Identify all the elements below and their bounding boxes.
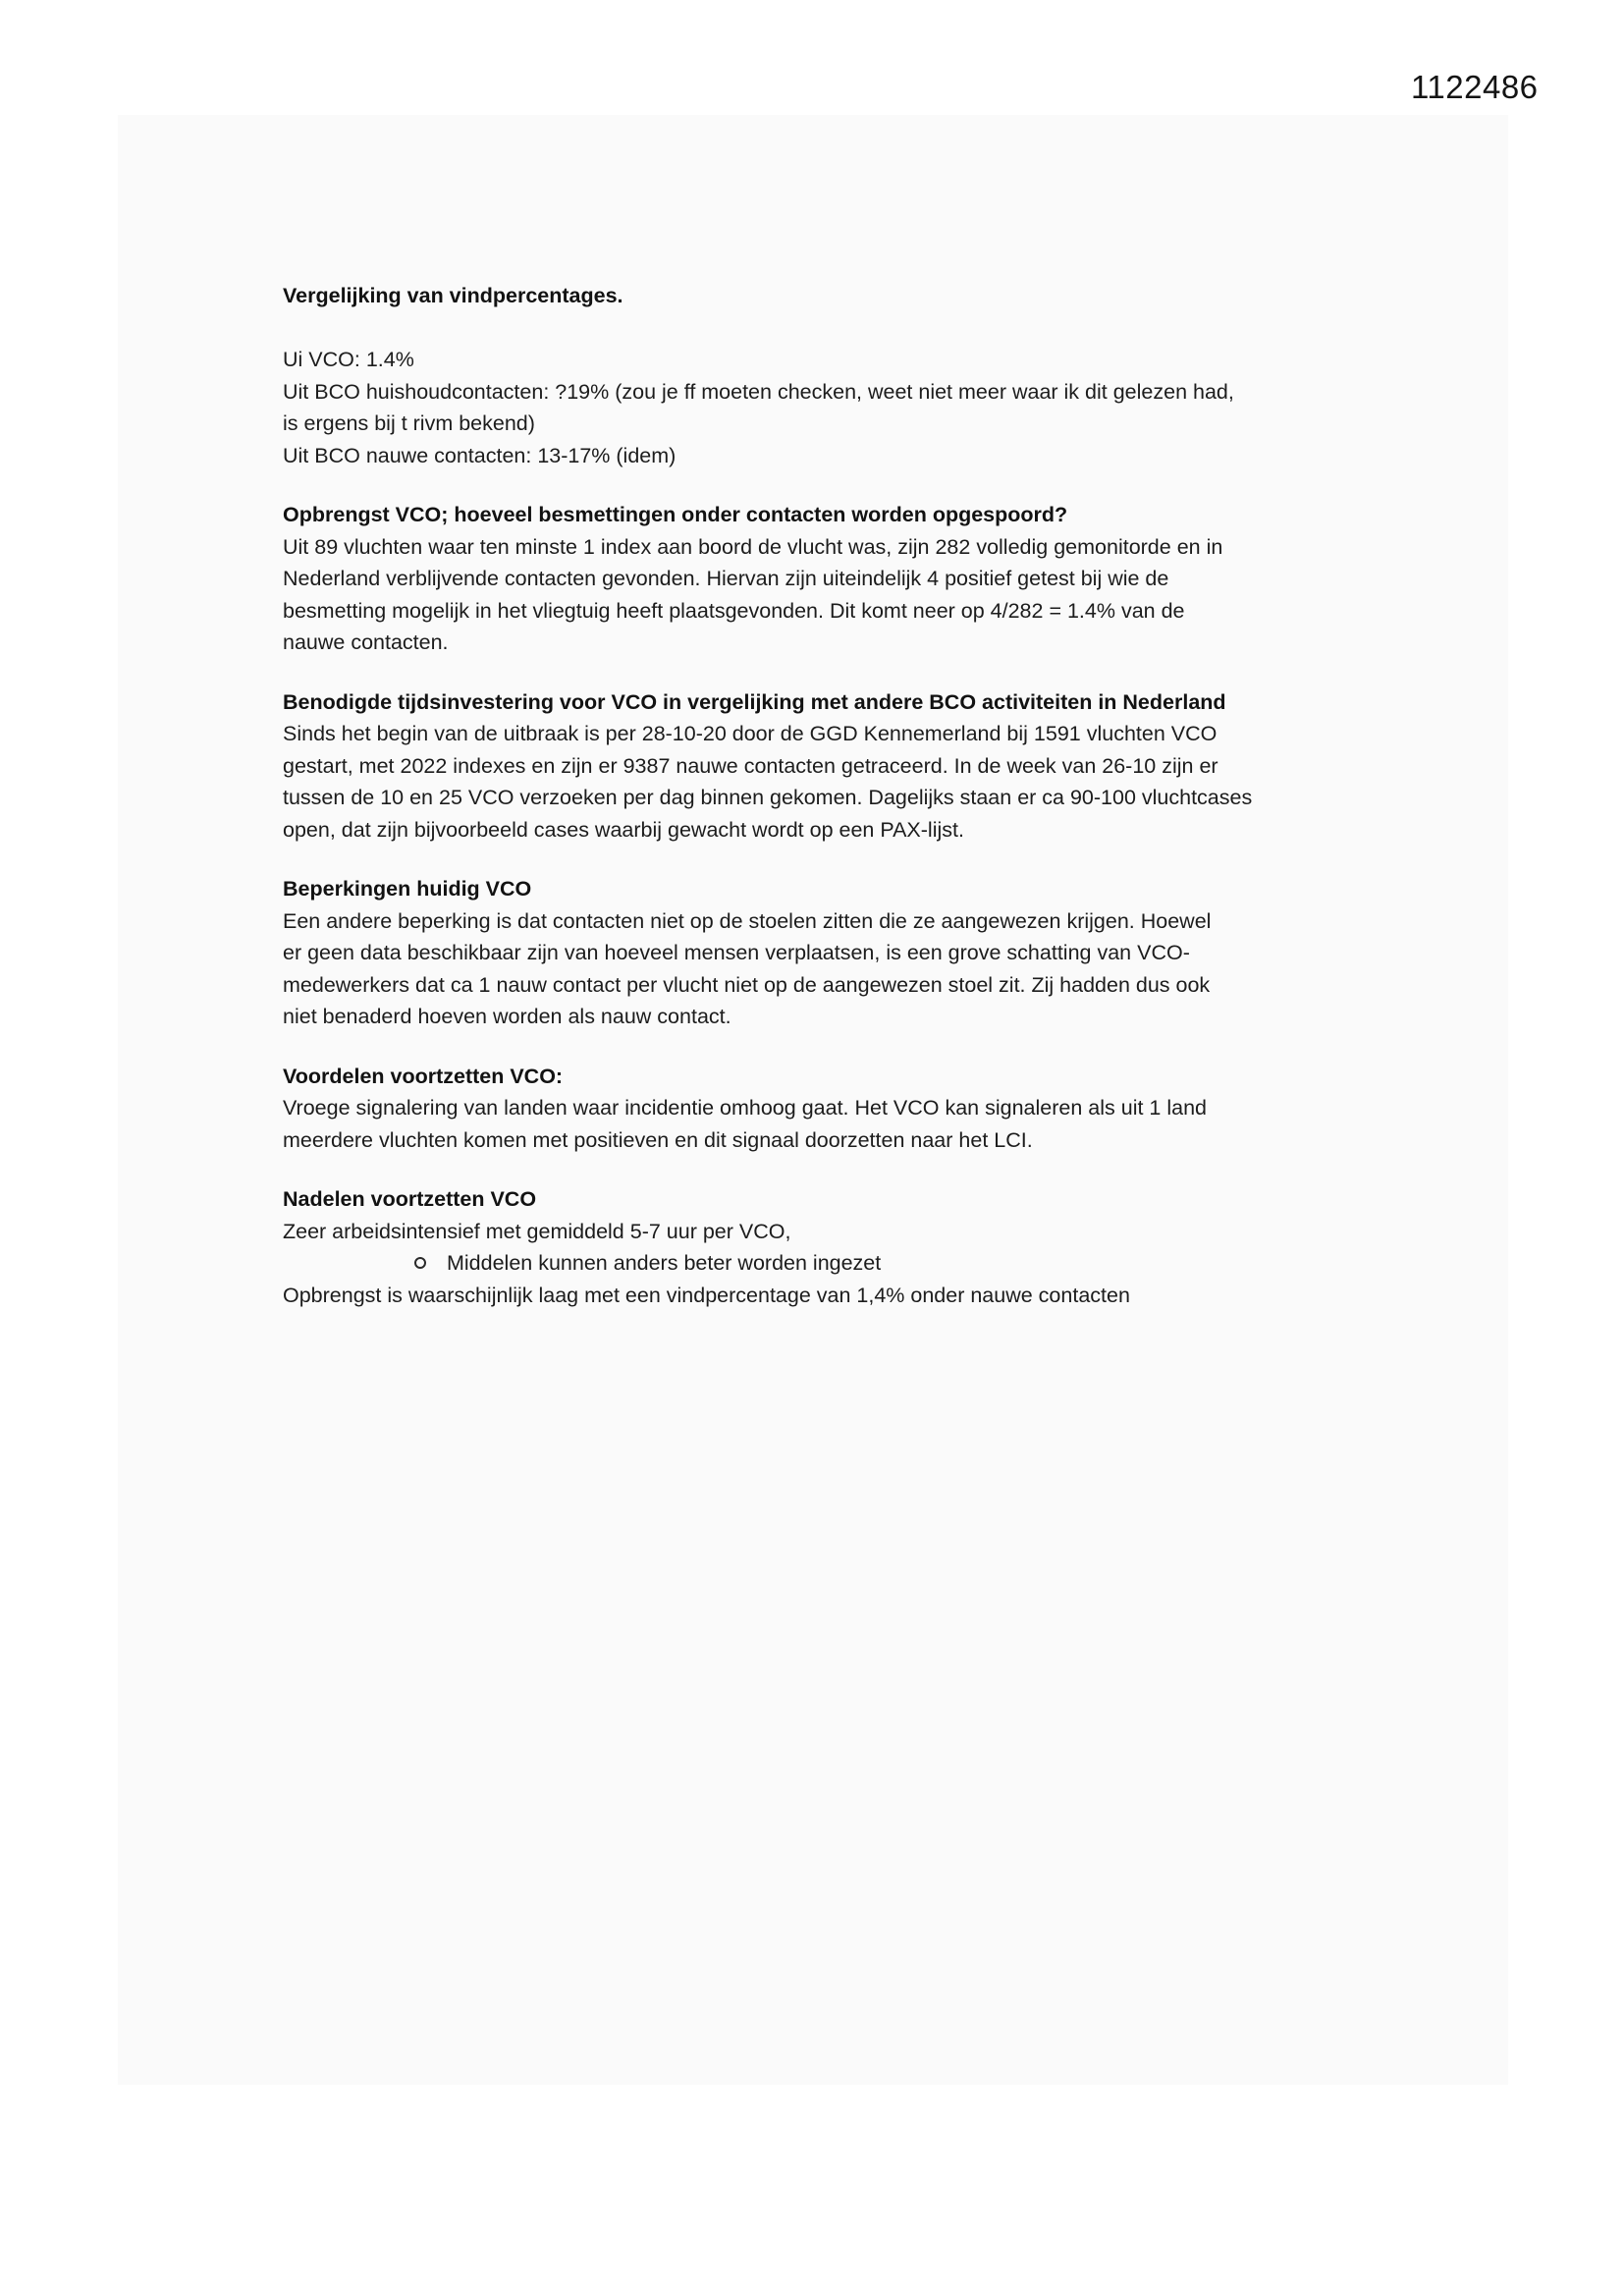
text-line: nauwe contacten.	[283, 630, 449, 654]
doc-number: 1122486	[1411, 69, 1539, 105]
text-line: Uit 89 vluchten waar ten minste 1 index aan boord de vlucht was, zijn 282 volledig gemonitorde en in	[283, 534, 1223, 559]
section-heading: Opbrengst VCO; hoeveel besmettingen onder contacten worden opgespoord?	[283, 503, 1068, 526]
section-beperkingen	[283, 873, 1382, 1033]
text-line: medewerkers dat ca 1 nauw contact per vlucht niet op de aangewezen stoel zit. Zij hadden dus ook	[283, 972, 1211, 997]
text-line: Ui VCO: 1.4%	[283, 348, 414, 371]
section-heading: Nadelen voortzetten VCO	[283, 1187, 537, 1211]
text-line: Vroege signalering van landen waar incidentie omhoog gaat. Het VCO kan signaleren als uit 1 land	[283, 1096, 1208, 1120]
text-line: Uit BCO nauwe contacten: 13-17% (idem)	[283, 443, 677, 467]
text-line: open, dat zijn bijvoorbeeld cases waarbij gewacht wordt op een PAX-lijst.	[283, 817, 964, 842]
section-heading: Beperkingen huidig VCO	[283, 877, 532, 901]
scanned-sheet	[118, 115, 1508, 2085]
text-line: Uit BCO huishoudcontacten: ?19% (zou je ff moeten checken, weet niet meer waar ik dit gelezen had,	[283, 379, 1234, 404]
text-line: gestart, met 2022 indexes en zijn er 9387 nauwe contacten getraceerd. In de week van 26-10 zijn er	[283, 753, 1218, 778]
text-line: Zeer arbeidsintensief met gemiddeld 5-7 uur per VCO,	[283, 1219, 791, 1243]
text-line: Nederland verblijvende contacten gevonden. Hiervan zijn uiteindelijk 4 positief getest bij wie de	[283, 567, 1169, 590]
section-voordelen	[283, 1061, 1382, 1157]
text-line: Opbrengst is waarschijnlijk laag met een vindpercentage van 1,4% onder nauwe contacten	[283, 1283, 1130, 1307]
text-line: besmetting mogelijk in het vliegtuig heeft plaatsgevonden. Dit komt neer op 4/282 = 1.4% van de	[283, 598, 1185, 623]
section-heading: Voordelen voortzetten VCO:	[283, 1064, 564, 1088]
section-heading: Vergelijking van vindpercentages.	[283, 284, 623, 307]
circle-bullet-icon	[414, 1257, 426, 1269]
text-line: is ergens bij t rivm bekend)	[283, 411, 535, 435]
document-content	[283, 280, 1382, 1311]
text-line: meerdere vluchten komen met positieven en dit signaal doorzetten naar het LCI.	[283, 1127, 1033, 1152]
text-line: er geen data beschikbaar zijn van hoeveel mensen verplaatsen, is een grove schatting van VCO-	[283, 941, 1190, 964]
section-vindpercentages	[283, 280, 1382, 471]
section-tijdsinvestering	[283, 686, 1382, 847]
bullet-item	[283, 1247, 1382, 1280]
text-line: niet benaderd hoeven worden als nauw contact.	[283, 1005, 731, 1028]
section-heading: Benodigde tijdsinvestering voor VCO in vergelijking met andere BCO activiteiten in Nederland	[283, 689, 1226, 714]
text-line: Sinds het begin van de uitbraak is per 28-10-20 door de GGD Kennemerland bij 1591 vluchten VCO	[283, 722, 1218, 745]
section-opbrengst	[283, 499, 1382, 659]
section-nadelen	[283, 1183, 1382, 1311]
text-line: Een andere beperking is dat contacten niet op de stoelen zitten die ze aangewezen krijgen. Hoewel	[283, 908, 1212, 933]
bullet-text: Middelen kunnen anders beter worden ingezet	[447, 1251, 882, 1275]
text-line: tussen de 10 en 25 VCO verzoeken per dag binnen gekomen. Dagelijks staan er ca 90-100 vluchtcases	[283, 786, 1253, 809]
